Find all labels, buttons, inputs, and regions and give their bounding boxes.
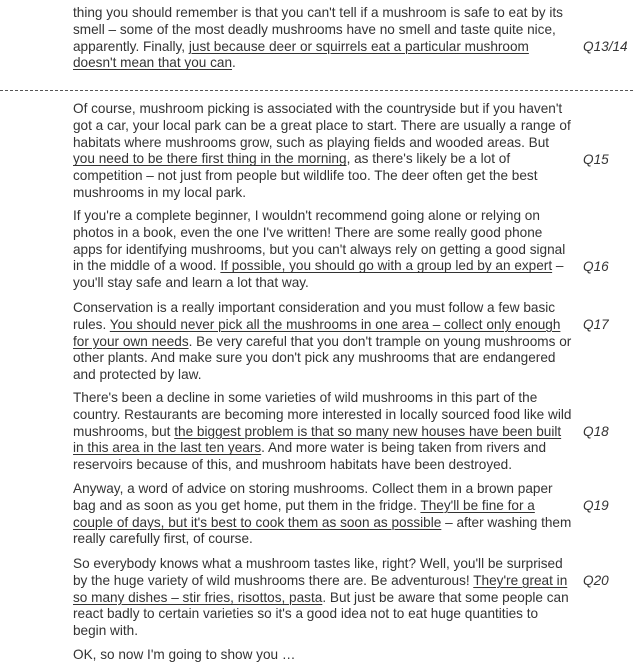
paragraph-1 bbox=[73, 5, 573, 72]
underlined-answer: If possible, you should go with a group led by an expert bbox=[220, 258, 553, 274]
underlined-answer: They'll be fine for a couple of days, but it's best to cook them as soon as possible bbox=[73, 497, 535, 530]
underlined-answer: you need to be there first thing in the morning bbox=[73, 151, 347, 167]
paragraph-text: . Be very careful that you don't trample on young mushrooms or other plants. And make sure you don't pick any mushrooms that are endangered and protected by law. bbox=[73, 333, 572, 383]
paragraph-6 bbox=[73, 481, 573, 548]
paragraph-2 bbox=[73, 101, 573, 202]
question-marker: Q18 bbox=[583, 424, 609, 439]
question-marker: Q16 bbox=[583, 259, 609, 274]
question-marker: Q17 bbox=[583, 317, 609, 332]
paragraph-5 bbox=[73, 390, 573, 474]
paragraph-text: . But just be aware that some people can react badly to certain varieties so it's a good idea not to eat huge quantities to begin with. bbox=[73, 589, 569, 639]
question-marker: Q19 bbox=[583, 498, 609, 513]
paragraph-text: Of course, mushroom picking is associated with the countryside but if you haven't got a car, your local park can be a great place to start. There are usually a range of habitats where mushrooms grow, such as playing fields and wooded areas. But bbox=[73, 101, 571, 150]
underlined-answer: the biggest problem is that so many new houses have been built in this area in the last ten years bbox=[73, 423, 562, 456]
paragraph-text: – after washing them really carefully first, of course. bbox=[73, 514, 572, 547]
paragraph-text: thing you should remember is that you can't tell if a mushroom is safe to eat by its smell – some of the most deadly mushrooms have no smell and taste quite nice, apparently. Finally, bbox=[73, 5, 563, 54]
paragraph-text: OK, so now I'm going to show you … bbox=[73, 647, 296, 662]
question-marker: Q15 bbox=[583, 152, 609, 167]
underlined-answer: just because deer or squirrels eat a particular mushroom doesn't mean that you can bbox=[73, 38, 529, 71]
paragraph-8 bbox=[73, 647, 573, 664]
paragraph-text: So everybody knows what a mushroom tastes like, right? Well, you'll be surprised by the huge variety of wild mushrooms there are. Be adventurous! bbox=[73, 556, 563, 588]
paragraph-4 bbox=[73, 300, 573, 384]
paragraph-text: Anyway, a word of advice on storing mushrooms. Collect them in a brown paper bag and as soon as you get home, put them in the fridge. bbox=[73, 481, 553, 513]
underlined-answer: They're great in so many dishes – stir fries, risottos, pasta bbox=[73, 572, 568, 605]
paragraph-text: . bbox=[232, 55, 236, 71]
paragraph-3 bbox=[73, 208, 573, 292]
paragraph-text: . And more water is being taken from rivers and reservoirs because of this, and mushroom habitats have been destroyed. bbox=[73, 440, 547, 473]
paragraph-text: If you're a complete beginner, I wouldn't recommend going alone or relying on photos in a book, even the one I've written! There are some really good phone apps for identifying mushrooms, but you can't always rely on getting a good signal in the middle of a wood. bbox=[73, 208, 566, 274]
paragraph-text: , as there's likely be a lot of competition – not just from people but wildlife too. The deer often get the best mushrooms in my local park. bbox=[73, 151, 538, 200]
section-divider bbox=[0, 90, 633, 91]
paragraph-text: There's been a decline in some varieties of wild mushrooms in this part of the country. Restaurants are becoming more interested in locally sourced food like wild mushrooms, but bbox=[73, 390, 572, 439]
paragraph-text: – you'll stay safe and learn a lot that way. bbox=[73, 258, 564, 291]
question-marker: Q20 bbox=[583, 573, 609, 588]
question-marker: Q13/14 bbox=[583, 39, 628, 54]
paragraph-text: Conservation is a really important consideration and you must follow a few basic rules. bbox=[73, 300, 556, 332]
underlined-answer: You should never pick all the mushrooms in one area – collect only enough for your own needs bbox=[73, 316, 561, 349]
paragraph-7 bbox=[73, 556, 573, 640]
